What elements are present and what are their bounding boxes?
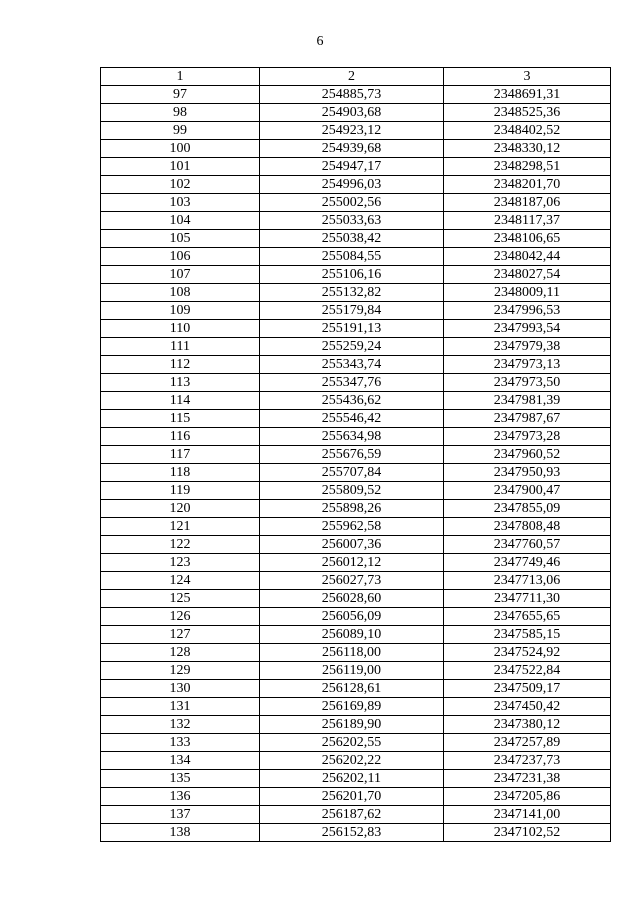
table-row — [101, 230, 611, 248]
x-coordinate-cell: 256152,83 — [260, 824, 444, 842]
x-coordinate-cell: 255084,55 — [260, 248, 444, 266]
y-coordinate-cell: 2347973,28 — [444, 428, 611, 446]
y-coordinate-cell: 2347979,38 — [444, 338, 611, 356]
point-number-cell: 126 — [101, 608, 260, 626]
x-coordinate-cell: 255343,74 — [260, 356, 444, 374]
y-coordinate-cell: 2347973,50 — [444, 374, 611, 392]
point-number-cell: 138 — [101, 824, 260, 842]
y-coordinate-cell: 2347981,39 — [444, 392, 611, 410]
y-coordinate-cell: 2347205,86 — [444, 788, 611, 806]
table-header-row — [101, 68, 611, 86]
table-row — [101, 536, 611, 554]
column-header-1: 1 — [101, 68, 260, 86]
point-number-cell: 118 — [101, 464, 260, 482]
x-coordinate-cell: 256028,60 — [260, 590, 444, 608]
y-coordinate-cell: 2348042,44 — [444, 248, 611, 266]
point-number-cell: 98 — [101, 104, 260, 122]
x-coordinate-cell: 255962,58 — [260, 518, 444, 536]
y-coordinate-cell: 2347855,09 — [444, 500, 611, 518]
x-coordinate-cell: 254923,12 — [260, 122, 444, 140]
y-coordinate-cell: 2347900,47 — [444, 482, 611, 500]
y-coordinate-cell: 2348298,51 — [444, 158, 611, 176]
column-header-2: 2 — [260, 68, 444, 86]
table-row — [101, 662, 611, 680]
table-row — [101, 122, 611, 140]
table-row — [101, 824, 611, 842]
point-number-cell: 127 — [101, 626, 260, 644]
point-number-cell: 120 — [101, 500, 260, 518]
y-coordinate-cell: 2348027,54 — [444, 266, 611, 284]
x-coordinate-cell: 256187,62 — [260, 806, 444, 824]
x-coordinate-cell: 256189,90 — [260, 716, 444, 734]
x-coordinate-cell: 255132,82 — [260, 284, 444, 302]
point-number-cell: 136 — [101, 788, 260, 806]
table-row — [101, 500, 611, 518]
x-coordinate-cell: 255707,84 — [260, 464, 444, 482]
table-row — [101, 284, 611, 302]
x-coordinate-cell: 255634,98 — [260, 428, 444, 446]
y-coordinate-cell: 2347509,17 — [444, 680, 611, 698]
table-row — [101, 644, 611, 662]
y-coordinate-cell: 2348691,31 — [444, 86, 611, 104]
y-coordinate-cell: 2347950,93 — [444, 464, 611, 482]
y-coordinate-cell: 2347141,00 — [444, 806, 611, 824]
y-coordinate-cell: 2347808,48 — [444, 518, 611, 536]
table-row — [101, 518, 611, 536]
x-coordinate-cell: 255191,13 — [260, 320, 444, 338]
y-coordinate-cell: 2347987,67 — [444, 410, 611, 428]
table-row — [101, 248, 611, 266]
y-coordinate-cell: 2347655,65 — [444, 608, 611, 626]
x-coordinate-cell: 256201,70 — [260, 788, 444, 806]
x-coordinate-cell: 256056,09 — [260, 608, 444, 626]
table-row — [101, 428, 611, 446]
table-row — [101, 212, 611, 230]
point-number-cell: 113 — [101, 374, 260, 392]
page-number: 6 — [316, 34, 324, 49]
y-coordinate-cell: 2347524,92 — [444, 644, 611, 662]
x-coordinate-cell: 254996,03 — [260, 176, 444, 194]
y-coordinate-cell: 2347237,73 — [444, 752, 611, 770]
table-row — [101, 158, 611, 176]
table-row — [101, 734, 611, 752]
point-number-cell: 131 — [101, 698, 260, 716]
table-row — [101, 194, 611, 212]
point-number-cell: 128 — [101, 644, 260, 662]
y-coordinate-cell: 2347996,53 — [444, 302, 611, 320]
x-coordinate-cell: 256202,55 — [260, 734, 444, 752]
x-coordinate-cell: 255002,56 — [260, 194, 444, 212]
x-coordinate-cell: 255347,76 — [260, 374, 444, 392]
point-number-cell: 117 — [101, 446, 260, 464]
y-coordinate-cell: 2348402,52 — [444, 122, 611, 140]
x-coordinate-cell: 256089,10 — [260, 626, 444, 644]
point-number-cell: 130 — [101, 680, 260, 698]
y-coordinate-cell: 2347749,46 — [444, 554, 611, 572]
point-number-cell: 124 — [101, 572, 260, 590]
x-coordinate-cell: 255259,24 — [260, 338, 444, 356]
column-header-3: 3 — [444, 68, 611, 86]
x-coordinate-cell: 256119,00 — [260, 662, 444, 680]
point-number-cell: 107 — [101, 266, 260, 284]
point-number-cell: 119 — [101, 482, 260, 500]
point-number-cell: 116 — [101, 428, 260, 446]
y-coordinate-cell: 2347760,57 — [444, 536, 611, 554]
table-row — [101, 176, 611, 194]
point-number-cell: 134 — [101, 752, 260, 770]
point-number-cell: 97 — [101, 86, 260, 104]
table-row — [101, 464, 611, 482]
y-coordinate-cell: 2347711,30 — [444, 590, 611, 608]
point-number-cell: 125 — [101, 590, 260, 608]
table-row — [101, 392, 611, 410]
x-coordinate-cell: 254939,68 — [260, 140, 444, 158]
point-number-cell: 132 — [101, 716, 260, 734]
point-number-cell: 123 — [101, 554, 260, 572]
x-coordinate-cell: 256169,89 — [260, 698, 444, 716]
point-number-cell: 109 — [101, 302, 260, 320]
x-coordinate-cell: 255546,42 — [260, 410, 444, 428]
x-coordinate-cell: 256027,73 — [260, 572, 444, 590]
y-coordinate-cell: 2347522,84 — [444, 662, 611, 680]
x-coordinate-cell: 254885,73 — [260, 86, 444, 104]
y-coordinate-cell: 2347713,06 — [444, 572, 611, 590]
table-row — [101, 338, 611, 356]
y-coordinate-cell: 2347960,52 — [444, 446, 611, 464]
point-number-cell: 122 — [101, 536, 260, 554]
y-coordinate-cell: 2347380,12 — [444, 716, 611, 734]
table-row — [101, 770, 611, 788]
table-row — [101, 572, 611, 590]
y-coordinate-cell: 2348117,37 — [444, 212, 611, 230]
point-number-cell: 108 — [101, 284, 260, 302]
point-number-cell: 103 — [101, 194, 260, 212]
y-coordinate-cell: 2347973,13 — [444, 356, 611, 374]
point-number-cell: 102 — [101, 176, 260, 194]
y-coordinate-cell: 2348106,65 — [444, 230, 611, 248]
point-number-cell: 133 — [101, 734, 260, 752]
table-row — [101, 302, 611, 320]
x-coordinate-cell: 256202,22 — [260, 752, 444, 770]
x-coordinate-cell: 255676,59 — [260, 446, 444, 464]
x-coordinate-cell: 256007,36 — [260, 536, 444, 554]
y-coordinate-cell: 2348201,70 — [444, 176, 611, 194]
y-coordinate-cell: 2348330,12 — [444, 140, 611, 158]
x-coordinate-cell: 255033,63 — [260, 212, 444, 230]
table-row — [101, 788, 611, 806]
table-row — [101, 716, 611, 734]
table-row — [101, 752, 611, 770]
table-row — [101, 86, 611, 104]
point-number-cell: 106 — [101, 248, 260, 266]
y-coordinate-cell: 2348009,11 — [444, 284, 611, 302]
point-number-cell: 121 — [101, 518, 260, 536]
table-row — [101, 446, 611, 464]
point-number-cell: 105 — [101, 230, 260, 248]
y-coordinate-cell: 2347231,38 — [444, 770, 611, 788]
table-row — [101, 320, 611, 338]
y-coordinate-cell: 2347585,15 — [444, 626, 611, 644]
x-coordinate-cell: 256118,00 — [260, 644, 444, 662]
y-coordinate-cell: 2347257,89 — [444, 734, 611, 752]
table-row — [101, 806, 611, 824]
point-number-cell: 112 — [101, 356, 260, 374]
table-row — [101, 140, 611, 158]
y-coordinate-cell: 2348187,06 — [444, 194, 611, 212]
point-number-cell: 129 — [101, 662, 260, 680]
table-row — [101, 680, 611, 698]
point-number-cell: 110 — [101, 320, 260, 338]
table-row — [101, 554, 611, 572]
x-coordinate-cell: 255436,62 — [260, 392, 444, 410]
x-coordinate-cell: 254947,17 — [260, 158, 444, 176]
point-number-cell: 111 — [101, 338, 260, 356]
x-coordinate-cell: 256012,12 — [260, 554, 444, 572]
table-row — [101, 698, 611, 716]
point-number-cell: 137 — [101, 806, 260, 824]
y-coordinate-cell: 2347993,54 — [444, 320, 611, 338]
table-row — [101, 266, 611, 284]
y-coordinate-cell: 2347102,52 — [444, 824, 611, 842]
x-coordinate-cell: 255898,26 — [260, 500, 444, 518]
point-number-cell: 100 — [101, 140, 260, 158]
table-row — [101, 608, 611, 626]
table-row — [101, 374, 611, 392]
point-number-cell: 114 — [101, 392, 260, 410]
point-number-cell: 135 — [101, 770, 260, 788]
table-row — [101, 410, 611, 428]
x-coordinate-cell: 256128,61 — [260, 680, 444, 698]
x-coordinate-cell: 254903,68 — [260, 104, 444, 122]
table-row — [101, 626, 611, 644]
x-coordinate-cell: 256202,11 — [260, 770, 444, 788]
table-body — [101, 86, 611, 842]
table-row — [101, 590, 611, 608]
x-coordinate-cell: 255809,52 — [260, 482, 444, 500]
table-row — [101, 356, 611, 374]
point-number-cell: 115 — [101, 410, 260, 428]
y-coordinate-cell: 2348525,36 — [444, 104, 611, 122]
table-row — [101, 482, 611, 500]
x-coordinate-cell: 255038,42 — [260, 230, 444, 248]
point-number-cell: 99 — [101, 122, 260, 140]
point-number-cell: 101 — [101, 158, 260, 176]
x-coordinate-cell: 255179,84 — [260, 302, 444, 320]
y-coordinate-cell: 2347450,42 — [444, 698, 611, 716]
point-number-cell: 104 — [101, 212, 260, 230]
x-coordinate-cell: 255106,16 — [260, 266, 444, 284]
coordinates-table — [100, 67, 611, 842]
table-row — [101, 104, 611, 122]
